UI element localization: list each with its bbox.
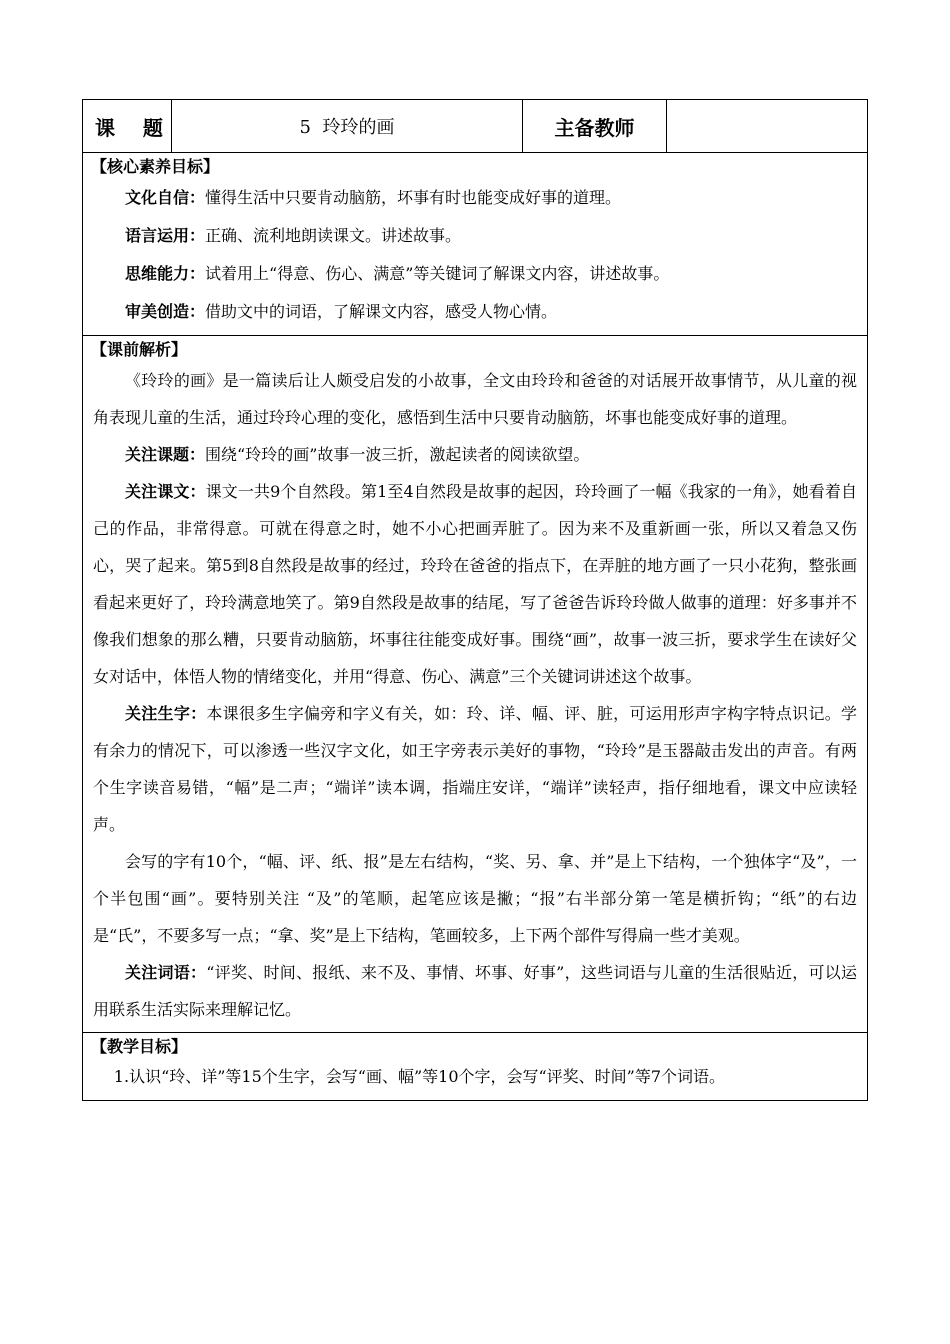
- goal-culture-label: 文化自信：: [125, 188, 206, 207]
- focus-chars-text: 本课很多生字偏旁和字义有关，如：玲、详、幅、评、脏，可运用形声字构字特点识记。学有余力的情况下，可以渗透一些汉字文化，如王字旁表示美好的事物，“玲玲”是玉器敲击发出的声音。有两个生字读音易错，“幅”是二声；“端详”读本调，指端庄安详，“端详”读轻声，指仔细地看，课文中应读轻声。: [93, 704, 857, 834]
- teaching-goals-title: 【教学目标】: [91, 1037, 188, 1056]
- focus-chars-label: 关注生字：: [125, 704, 207, 723]
- goal-aesthetic-label: 审美创造：: [125, 302, 206, 321]
- focus-words-text: “评奖、时间、报纸、来不及、事情、坏事、好事”，这些词语与儿童的生活很贴近，可以运用联系生活实际来理解记忆。: [93, 963, 857, 1019]
- teacher-label: 主备教师: [523, 100, 667, 152]
- goal-aesthetic: [93, 293, 857, 331]
- teaching-goal-1: 1.认识“玲、详”等15个生字，会写“画、幅”等10个字，会写“评奖、时间”等7个词语。: [113, 1067, 726, 1086]
- focus-text-label: 关注课文：: [125, 482, 206, 501]
- analysis-section: [83, 336, 867, 1033]
- core-goals-section: [83, 153, 867, 336]
- focus-chars-paragraph: [93, 695, 857, 843]
- focus-text-paragraph: [93, 473, 857, 695]
- goal-culture-text: 懂得生活中只要肯动脑筋，坏事有时也能变成好事的道理。: [205, 188, 622, 207]
- goal-thinking: [93, 255, 857, 293]
- writing-paragraph: 会写的字有10个，“幅、评、纸、报”是左右结构，“奖、另、拿、并”是上下结构，一个独体字“及”，一个半包围“画”。要特别关注 “及”的笔顺，起笔应该是撇；“报”右半部分第一笔是横折钩；“纸”的右边是“氏”，不要多写一点；“拿、奖”是上下结构，笔画较多，上下两个部件写得扁一些才美观。: [93, 852, 857, 945]
- goal-language: [93, 217, 857, 255]
- core-goals-title: 【核心素养目标】: [91, 157, 220, 176]
- focus-text-text: 课文一共9个自然段。第1至4自然段是故事的起因，玲玲画了一幅《我家的一角》，她看着自己的作品，非常得意。可就在得意之时，她不小心把画弄脏了。因为来不及重新画一张，所以又着急又伤心，哭了起来。第5到8自然段是故事的经过，玲玲在爸爸的指点下，在弄脏的地方画了一只小花狗，整张画看起来更好了，玲玲满意地笑了。第9自然段是故事的结尾，写了爸爸告诉玲玲做人做事的道理：好多事并不像我们想象的那么糟，只要肯动脑筋，坏事往往能变成好事。围绕“画”，故事一波三折，要求学生在读好父女对话中，体悟人物的情绪变化，并用“得意、伤心、满意”三个关键词讲述这个故事。: [93, 482, 857, 686]
- focus-title-paragraph: [93, 436, 857, 473]
- lesson-title: 5 玲玲的画: [172, 100, 523, 152]
- goal-aesthetic-text: 借助文中的词语，了解课文内容，感受人物心情。: [205, 302, 558, 321]
- analysis-title: 【课前解析】: [91, 340, 188, 359]
- analysis-intro: 《玲玲的画》是一篇读后让人颇受启发的小故事，全文由玲玲和爸爸的对话展开故事情节，从儿童的视角表现儿童的生活，通过玲玲心理的变化，感悟到生活中只要肯动脑筋，坏事也能变成好事的道理。: [93, 371, 857, 427]
- lesson-plan-table: [82, 99, 868, 1101]
- goal-language-text: 正确、流利地朗读课文。讲述故事。: [205, 226, 462, 245]
- teacher-name-cell: [667, 100, 867, 152]
- goal-thinking-text: 试着用上“得意、伤心、满意”等关键词了解课文内容，讲述故事。: [205, 264, 670, 283]
- topic-label: 课 题: [83, 100, 172, 152]
- focus-title-label: 关注课题：: [125, 445, 206, 464]
- focus-words-label: 关注词语：: [125, 963, 207, 982]
- goal-culture: [93, 179, 857, 217]
- goal-thinking-label: 思维能力：: [125, 264, 206, 283]
- goal-language-label: 语言运用：: [125, 226, 206, 245]
- teaching-goals-section: [83, 1033, 867, 1100]
- focus-title-text: 围绕“玲玲的画”故事一波三折，激起读者的阅读欲望。: [205, 445, 590, 464]
- header-row: [83, 100, 867, 153]
- focus-words-paragraph: [93, 954, 857, 1028]
